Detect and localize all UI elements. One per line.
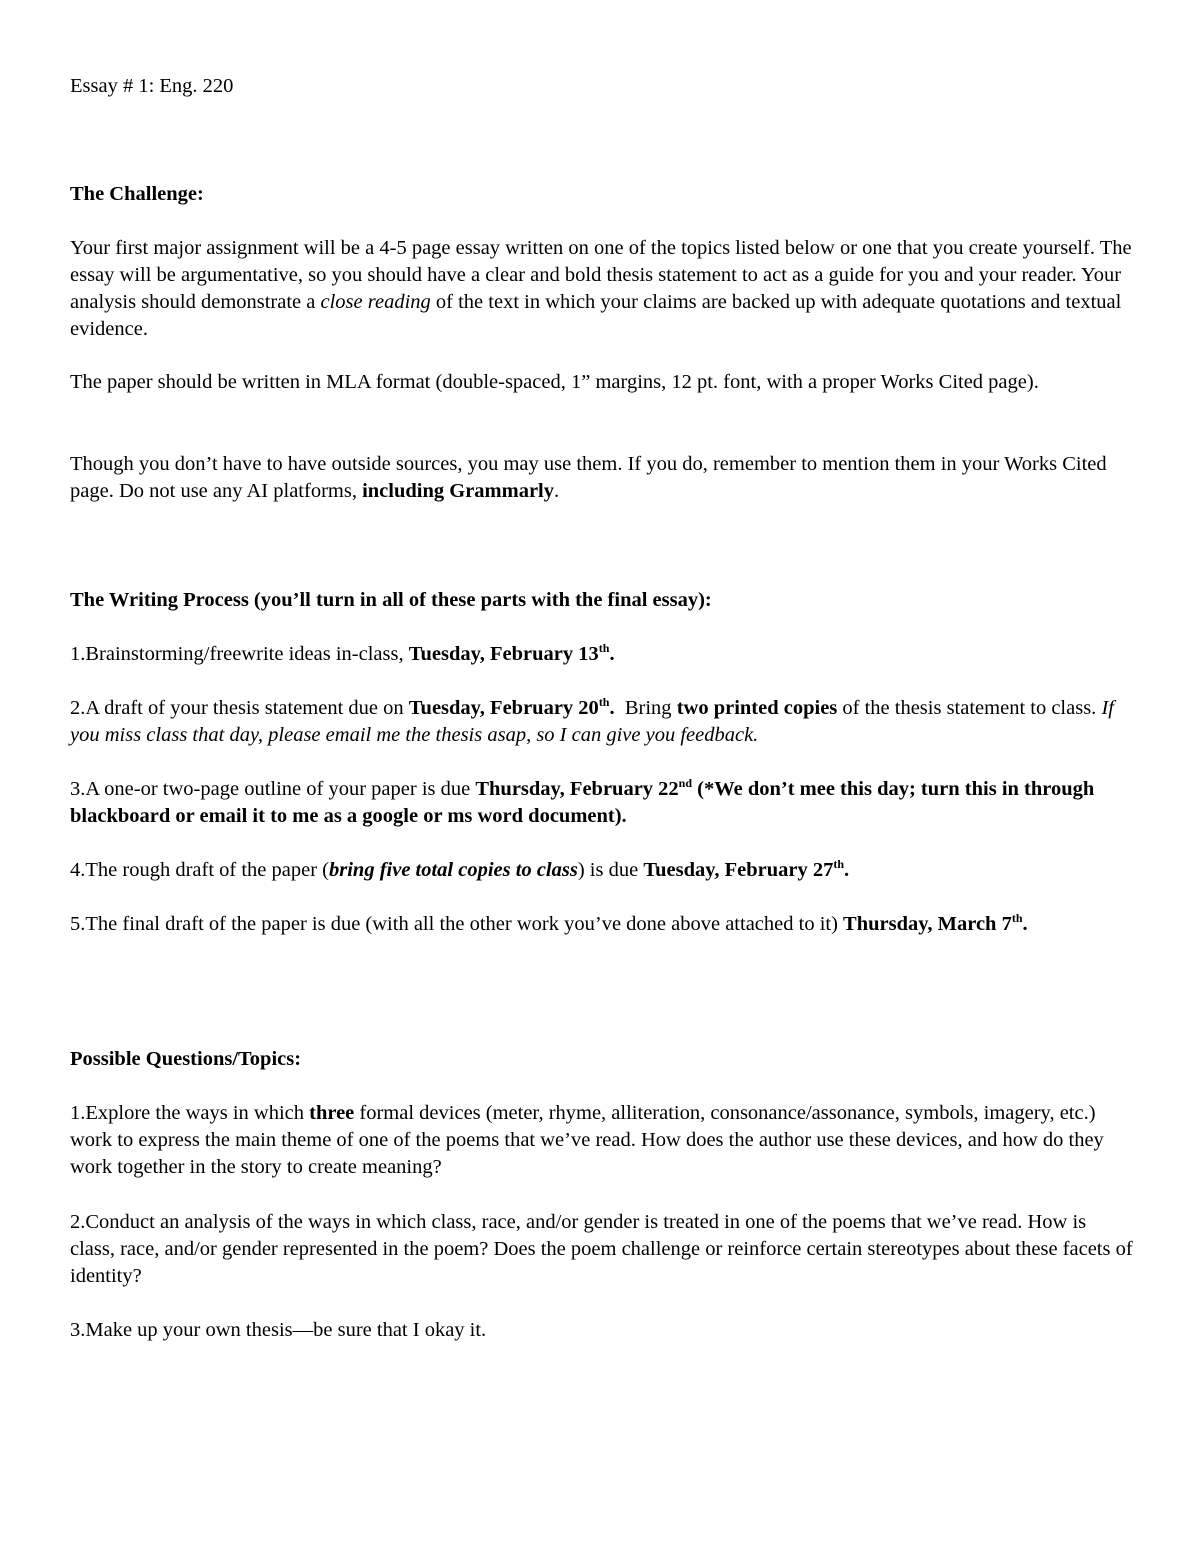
topic-text-a: Explore the ways in which xyxy=(85,1102,310,1124)
close-reading-emphasis: close reading xyxy=(320,291,431,313)
topic-text-b: formal devices (meter, rhyme, alliteration, consonance/assonance, symbols, imagery, etc.) work to express the main theme of one of the poems that we’ve read. How does the author use these devices, and how do they work together in the story to create meaning? xyxy=(70,1102,1104,1178)
topic-number: 3. xyxy=(70,1319,86,1341)
step-date: Thursday, March 7 xyxy=(843,913,1012,935)
step-text-b: ) is due xyxy=(577,859,644,881)
missed-class-note: If you miss class that day, please email me the thesis asap, so I can give you feedback. xyxy=(70,697,1114,746)
step-note: (*We don’t mee this day; turn this in through blackboard or email it to me as a google or ms word document). xyxy=(70,778,1095,827)
process-step-4 xyxy=(70,857,1135,884)
printed-copies-emphasis: two printed copies xyxy=(676,697,838,719)
challenge-paragraph-mla: The paper should be written in MLA format (double-spaced, 1” margins, 12 pt. font, with a proper Works Cited page). xyxy=(70,371,1039,393)
process-step-1 xyxy=(70,641,1135,668)
step-text: A one-or two-page outline of your paper is due xyxy=(85,778,476,800)
challenge-heading: The Challenge: xyxy=(70,183,204,205)
step-date: Tuesday, February 13 xyxy=(408,643,599,665)
step-end: . xyxy=(1022,913,1028,935)
date-suffix: th xyxy=(833,857,845,872)
challenge-paragraph-sources xyxy=(70,451,1135,505)
topic-number: 2. xyxy=(70,1211,86,1233)
date-suffix: th xyxy=(598,695,610,710)
step-number: 4. xyxy=(70,859,86,881)
step-end: . xyxy=(844,859,850,881)
step-text: Brainstorming/freewrite ideas in-class, xyxy=(85,643,409,665)
step-text: The final draft of the paper is due (with all the other work you’ve done above attached to it) xyxy=(85,913,844,935)
grammarly-emphasis: including Grammarly xyxy=(362,480,554,502)
step-date: Thursday, February 22 xyxy=(475,778,679,800)
challenge-paragraph-1 xyxy=(70,235,1135,343)
step-date: Tuesday, February 27 xyxy=(643,859,834,881)
step-date: Tuesday, February 20 xyxy=(408,697,599,719)
sources-text-a: Though you don’t have to have outside sources, you may use them. If you do, remember to mention them in your Works Cited page. Do not use any AI platforms, xyxy=(70,453,1107,502)
step-text: A draft of your thesis statement due on xyxy=(85,697,409,719)
topic-3 xyxy=(70,1317,1135,1344)
step-number: 2. xyxy=(70,697,86,719)
topic-text: Conduct an analysis of the ways in which class, race, and/or gender is treated in one of the poems that we’ve read. How is class, race, and/or gender represented in the poem? Does the poem challenge or reinforce certain stereotypes about these facets of identity? xyxy=(70,1211,1133,1287)
document-title: Essay # 1: Eng. 220 xyxy=(70,75,234,97)
step-text: The rough draft of the paper ( xyxy=(85,859,329,881)
date-suffix: th xyxy=(1011,911,1023,926)
date-suffix: nd xyxy=(678,776,693,791)
topic-1 xyxy=(70,1100,1135,1181)
step-number: 1. xyxy=(70,643,86,665)
topic-number: 1. xyxy=(70,1102,86,1124)
sources-text-b: . xyxy=(554,480,560,502)
step-end: . xyxy=(609,643,615,665)
process-step-3 xyxy=(70,776,1135,830)
step-text-b: Bring xyxy=(614,697,677,719)
process-step-2 xyxy=(70,695,1135,749)
topic-2 xyxy=(70,1209,1135,1290)
topics-heading: Possible Questions/Topics: xyxy=(70,1048,302,1070)
three-emphasis: three xyxy=(309,1102,355,1124)
challenge-p1-text-b: of the text in which your claims are backed up with adequate quotations and textual evidence. xyxy=(70,291,1122,340)
topic-text: Make up your own thesis—be sure that I okay it. xyxy=(85,1319,487,1341)
step-text-c: of the thesis statement to class. xyxy=(837,697,1102,719)
challenge-p1-text-a: Your first major assignment will be a 4-5 page essay written on one of the topics listed below or one that you create yourself. The essay will be argumentative, so you should have a clear and bold thesis statement to act as a guide for you and your reader. Your analysis should demonstrate a xyxy=(70,237,1132,313)
step-date-end: . xyxy=(609,697,615,719)
five-copies-emphasis: bring five total copies to class xyxy=(329,859,578,881)
date-suffix: th xyxy=(598,641,610,656)
step-number: 3. xyxy=(70,778,86,800)
process-step-5 xyxy=(70,911,1135,938)
process-heading: The Writing Process (you’ll turn in all of these parts with the final essay): xyxy=(70,589,712,611)
step-number: 5. xyxy=(70,913,86,935)
